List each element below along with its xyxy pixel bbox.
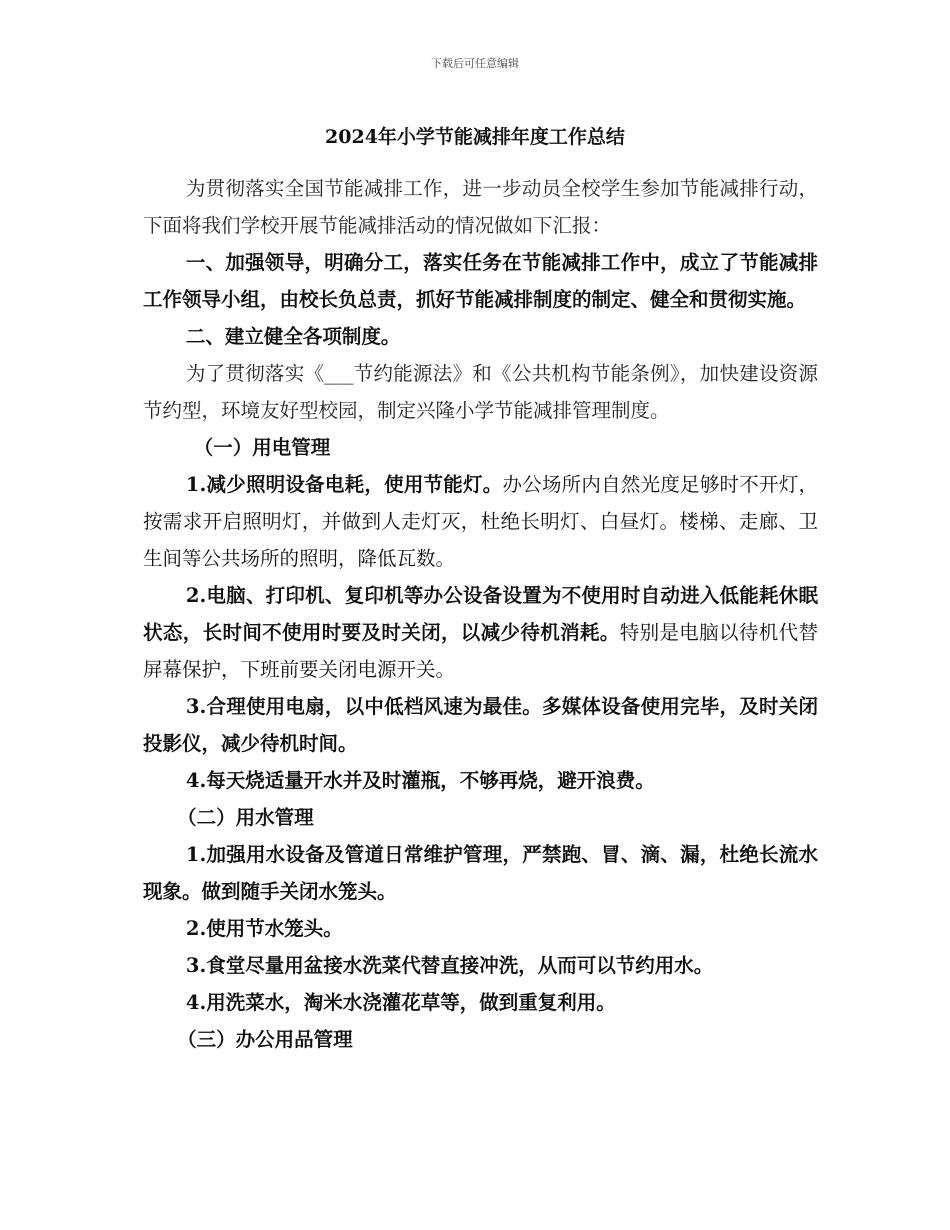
water-item-3: 3.食堂尽量用盆接水洗菜代替直接冲洗，从而可以节约用水。 — [185, 954, 714, 977]
intro-paragraph: 为贯彻落实全国节能减排工作，进一步动员全校学生参加节能减排行动，下面将我们学校开展节能减排活动的情况做如下汇报： — [143, 177, 818, 237]
electricity-item-1-rest: 办公场所内自然光度足够时不开灯，按需求开启照明灯，并做到人走灯灭，杜绝长明灯、白昼灯。楼梯、走廊、卫生间等公共场所的照明，降低瓦数。 — [143, 473, 818, 570]
electricity-item-2-bold: 2.电脑、打印机、复印机等办公设备设置为不使用时自动进入低能耗休眠状态，长时间不使用时要及时关闭，以减少待机消耗。 — [143, 584, 818, 644]
section-2-heading: 二、建立健全各项制度。 — [185, 325, 401, 348]
electricity-heading: （一）用电管理 — [193, 436, 331, 459]
document-title: 2024年小学节能减排年度工作总结 — [325, 126, 625, 148]
water-heading: （二）用水管理 — [177, 806, 314, 829]
electricity-item-2 — [143, 577, 818, 688]
office-supplies-heading: （三）办公用品管理 — [177, 1028, 353, 1051]
electricity-item-4: 4.每天烧适量开水并及时灌瓶，不够再烧，避开浪费。 — [185, 769, 655, 792]
electricity-item-3: 3.合理使用电扇，以中低档风速为最佳。多媒体设备使用完毕，及时关闭投影仪，减少待机时间。 — [143, 695, 818, 755]
document-body — [143, 170, 818, 1058]
water-item-1: 1.加强用水设备及管道日常维护管理，严禁跑、冒、滴、漏，杜绝长流水现象。做到随手关闭水笼头。 — [143, 843, 818, 903]
electricity-item-1-bold: 1.减少照明设备电耗，使用节能灯。 — [185, 473, 503, 496]
section-2-body: 为了贯彻落实《___节约能源法》和《公共机构节能条例》，加快建设资源节约型，环境友好型校园，制定兴隆小学节能减排管理制度。 — [143, 362, 818, 422]
section-1-paragraph: 一、加强领导，明确分工，落实任务在节能减排工作中，成立了节能减排工作领导小组，由校长负总责，抓好节能减排制度的制定、健全和贯彻实施。 — [143, 251, 818, 311]
water-item-4: 4.用洗菜水，淘米水浇灌花草等，做到重复利用。 — [185, 991, 616, 1014]
header-note: 下载后可任意编辑 — [431, 57, 519, 70]
electricity-item-2-rest: 特别是电脑以待机代替屏幕保护，下班前要关闭电源开关。 — [143, 621, 818, 681]
water-item-2: 2.使用节水笼头。 — [185, 917, 343, 940]
electricity-item-1 — [143, 466, 818, 577]
